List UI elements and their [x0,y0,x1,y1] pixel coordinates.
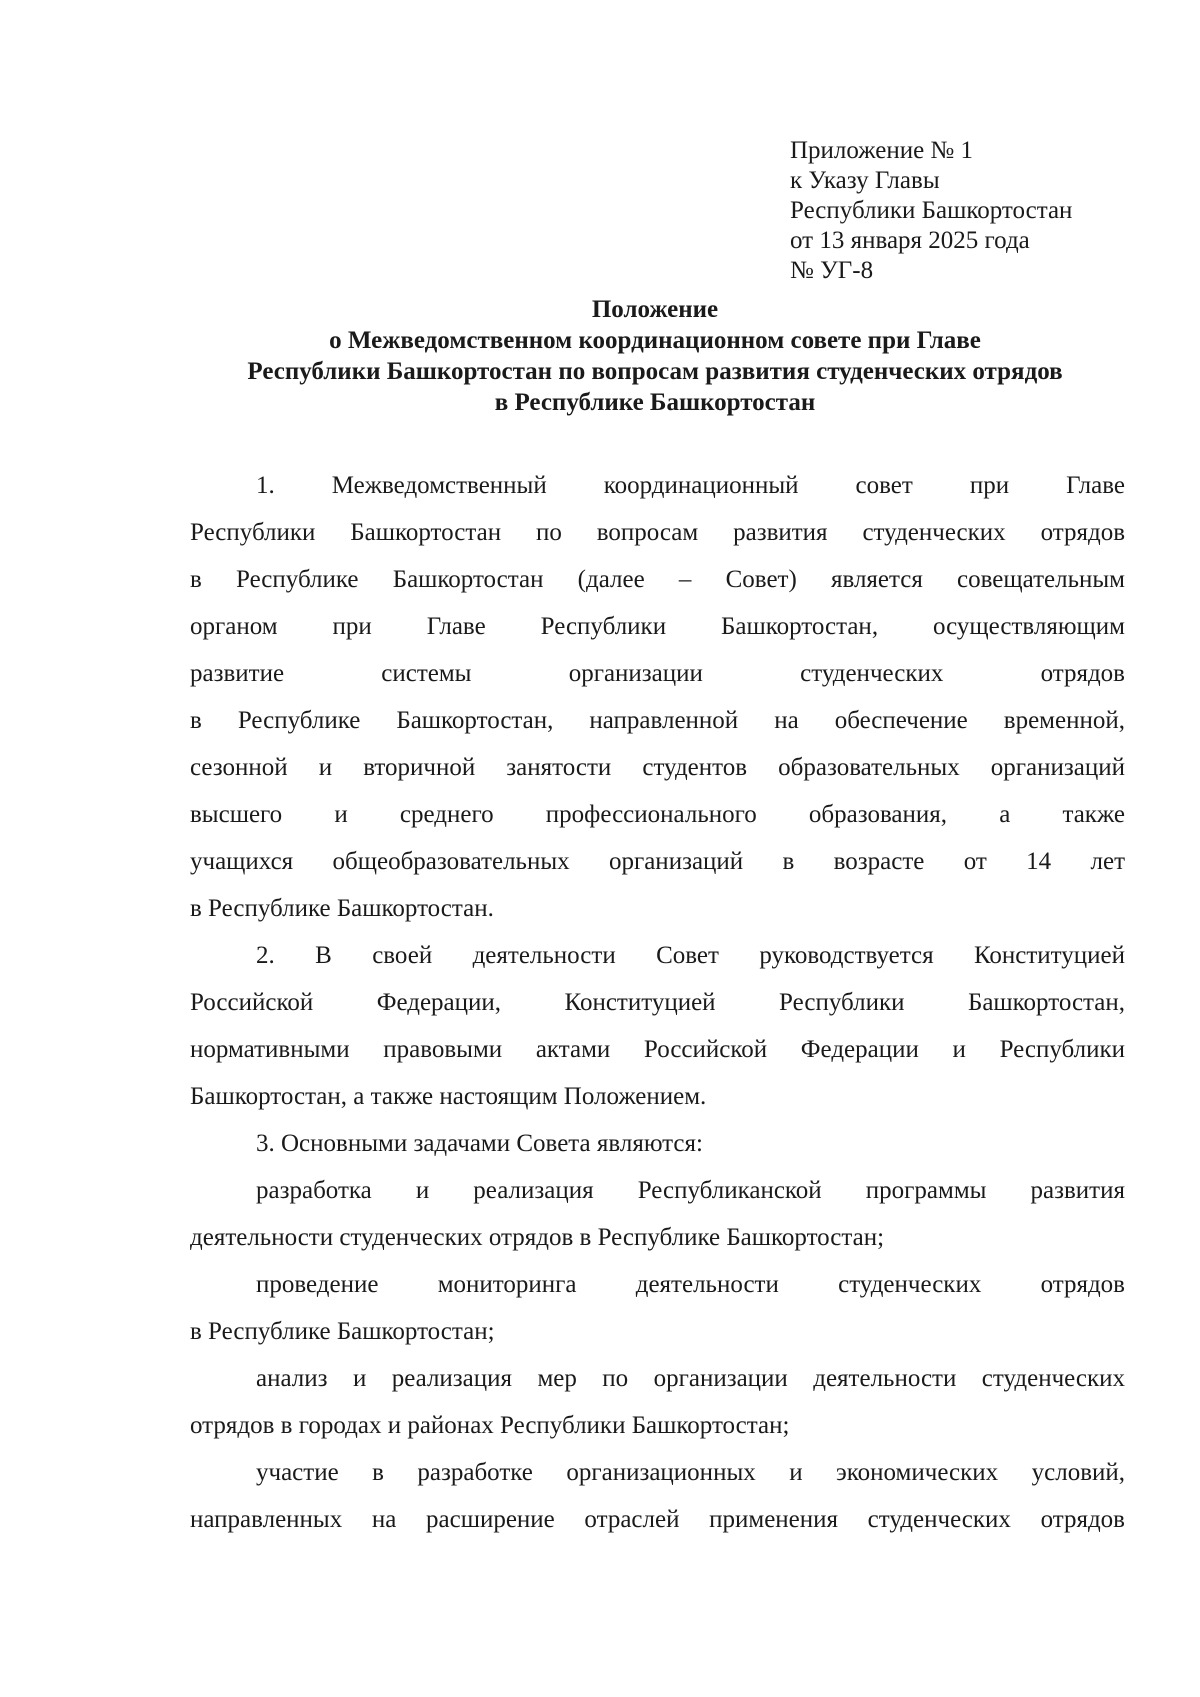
appendix-line: Республики Башкортостан [790,197,1073,224]
appendix-note [790,136,1072,286]
paragraph-4 [190,1167,1125,1261]
text-line: в Республике Башкортостан, направленной на обеспечение временной, [190,707,1125,734]
text-line: развитие системы организации студенческих отрядов [190,660,1125,687]
paragraph-5 [190,1261,1125,1355]
text-line: Республики Башкортостан по вопросам развития студенческих отрядов [190,519,1125,546]
appendix-line: Приложение № 1 [790,137,974,164]
paragraph-1 [190,462,1125,932]
appendix-line: к Указу Главы [790,167,940,194]
title-line: Положение [591,296,719,323]
text-line: сезонной и вторичной занятости студентов образовательных организаций [190,754,1125,781]
title-line: Республики Башкортостан по вопросам развития студенческих отрядов [247,358,1063,385]
text-line: деятельности студенческих отрядов в Республике Башкортостан; [190,1224,885,1251]
text-line: в Республике Башкортостан. [190,895,494,922]
text-line: Российской Федерации, Конституцией Республики Башкортостан, [190,989,1125,1016]
paragraph-6 [190,1355,1125,1449]
text-line: проведение мониторинга деятельности студенческих отрядов [256,1271,1125,1298]
text-line: направленных на расширение отраслей применения студенческих отрядов [190,1506,1125,1533]
paragraph-3 [190,1120,1125,1167]
text-line: 2. В своей деятельности Совет руководствуется Конституцией [256,942,1125,969]
text-line: в Республике Башкортостан (далее – Совет) является совещательным [190,566,1125,593]
appendix-line: № УГ-8 [790,257,874,284]
text-line: анализ и реализация мер по организации деятельности студенческих [256,1365,1125,1392]
title-line: о Межведомственном координационном совете при Главе [329,327,981,354]
text-line: учащихся общеобразовательных организаций в возрасте от 14 лет [190,848,1125,875]
appendix-line: от 13 января 2025 года [790,227,1030,254]
text-line: в Республике Башкортостан; [190,1318,495,1345]
paragraph-2 [190,932,1125,1120]
text-line: участие в разработке организационных и экономических условий, [256,1459,1125,1486]
document-body [190,462,1125,1543]
document-title [190,294,1120,418]
paragraph-7 [190,1449,1125,1543]
text-line: 1. Межведомственный координационный совет при Главе [256,472,1125,499]
text-line: 3. Основными задачами Совета являются: [256,1130,703,1157]
title-line: в Республике Башкортостан [494,389,816,416]
text-line: органом при Главе Республики Башкортостан, осуществляющим [190,613,1125,640]
text-line: отрядов в городах и районах Республики Башкортостан; [190,1412,790,1439]
text-line: Башкортостан, а также настоящим Положением. [190,1083,707,1110]
text-line: нормативными правовыми актами Российской Федерации и Республики [190,1036,1125,1063]
text-line: разработка и реализация Республиканской программы развития [256,1177,1125,1204]
text-line: высшего и среднего профессионального образования, а также [190,801,1125,828]
